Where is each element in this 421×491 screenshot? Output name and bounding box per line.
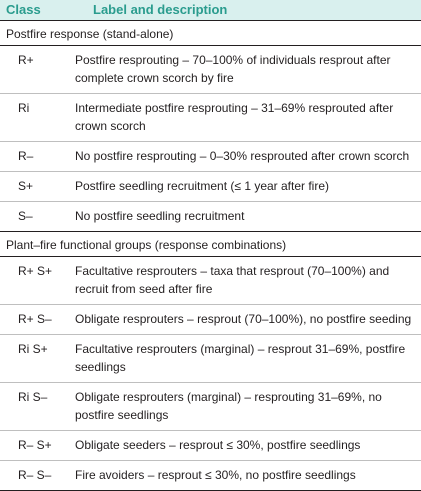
section-heading-functional-groups — [0, 231, 421, 256]
class-code: S– — [0, 201, 75, 231]
table-header-row — [0, 0, 421, 20]
section-heading-postfire-response — [0, 20, 421, 45]
class-description: Facultative resprouters (marginal) – resprout 31–69%, postfire seedlings — [75, 334, 421, 382]
table-row — [0, 256, 421, 304]
class-description: Postfire seedling recruitment (≤ 1 year after fire) — [75, 171, 421, 201]
table-row — [0, 430, 421, 460]
header-class: Class — [6, 2, 41, 18]
class-code: S+ — [0, 171, 75, 201]
table-row — [0, 141, 421, 171]
table-row — [0, 171, 421, 201]
table-row — [0, 93, 421, 141]
table-row — [0, 460, 421, 490]
class-code: Ri S+ — [0, 334, 75, 382]
class-description: Postfire resprouting – 70–100% of individuals resprout after complete crown scorch by fire — [75, 45, 421, 93]
class-code: Ri S– — [0, 382, 75, 430]
class-description: Obligate resprouters (marginal) – resprouting 31–69%, no postfire seedlings — [75, 382, 421, 430]
table-row — [0, 201, 421, 231]
section-title: Postfire response (stand-alone) — [0, 20, 421, 45]
class-code: R+ S– — [0, 304, 75, 334]
section-title: Plant–fire functional groups (response combinations) — [0, 231, 421, 256]
class-code: Ri — [0, 93, 75, 141]
class-code: R– — [0, 141, 75, 171]
table-row — [0, 382, 421, 430]
class-description: No postfire seedling recruitment — [75, 201, 421, 231]
class-description: Obligate resprouters – resprout (70–100%), no postfire seeding — [75, 304, 421, 334]
class-description: Fire avoiders – resprout ≤ 30%, no postfire seedlings — [75, 460, 421, 490]
table-row — [0, 334, 421, 382]
class-code: R– S– — [0, 460, 75, 490]
class-code: R+ — [0, 45, 75, 93]
header-description: Label and description — [93, 2, 228, 18]
class-description: No postfire resprouting – 0–30% resprouted after crown scorch — [75, 141, 421, 171]
class-description: Obligate seeders – resprout ≤ 30%, postfire seedlings — [75, 430, 421, 460]
table-row — [0, 45, 421, 93]
class-code: R– S+ — [0, 430, 75, 460]
class-code: R+ S+ — [0, 256, 75, 304]
class-description: Intermediate postfire resprouting – 31–69% resprouted after crown scorch — [75, 93, 421, 141]
class-description: Facultative resprouters – taxa that resprout (70–100%) and recruit from seed after fire — [75, 256, 421, 304]
table-row — [0, 304, 421, 334]
